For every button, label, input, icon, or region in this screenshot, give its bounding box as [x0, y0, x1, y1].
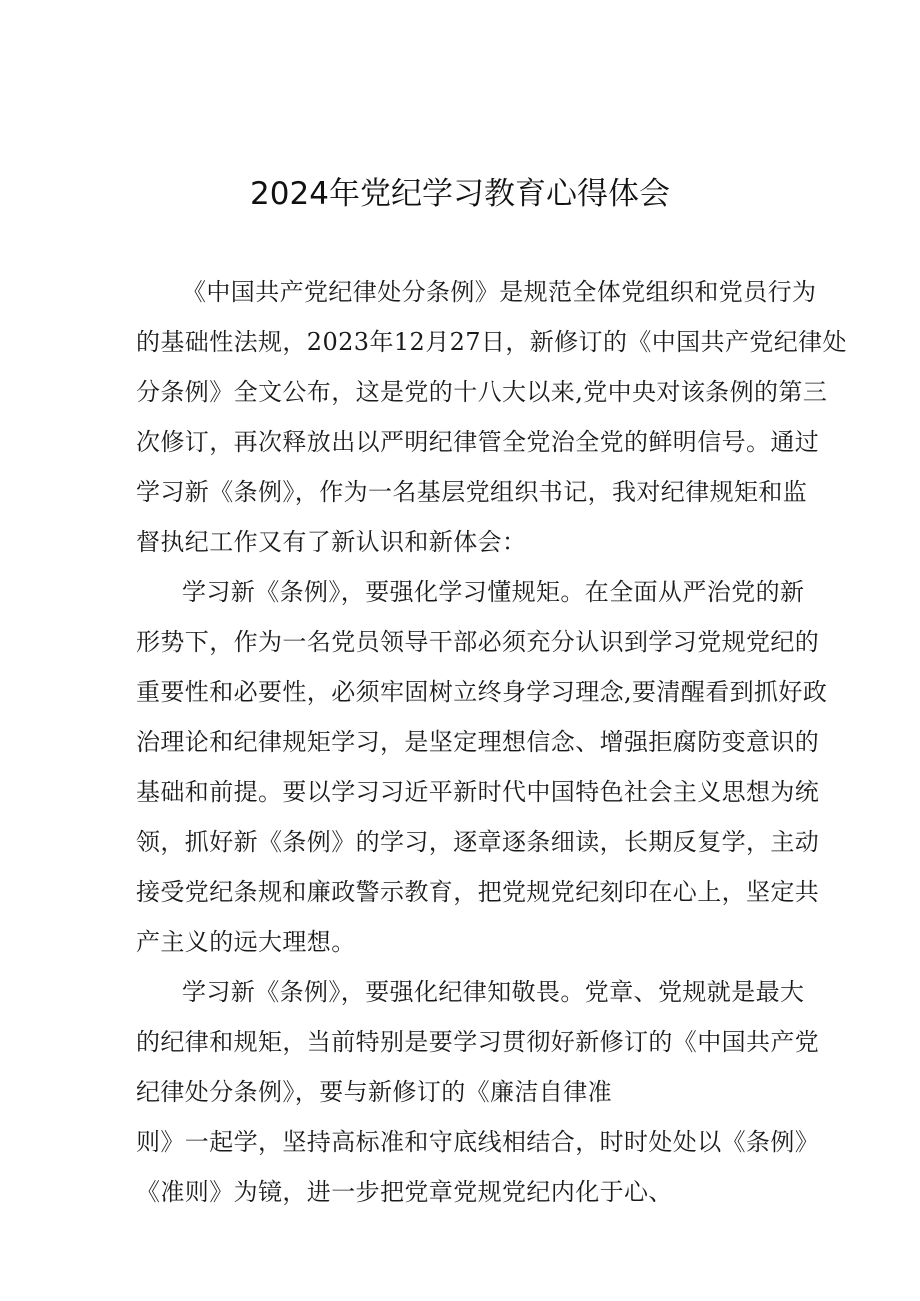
- paragraph-2-line-4: 治理论和纪律规矩学习，是坚定理想信念、增强拒腐防变意识的: [136, 728, 820, 756]
- paragraph-2-line-8: 产主义的远大理想。: [136, 928, 356, 956]
- paragraph-2-line-7: 接受党纪条规和廉政警示教育，把党规党纪刻印在心上，坚定共: [136, 878, 820, 906]
- paragraph-2-line-6: 领，抓好新《条例》的学习，逐章逐条细读，长期反复学，主动: [136, 828, 820, 856]
- paragraph-2-line-1: 学习新《条例》，要强化学习懂规矩。在全面从严治党的新: [182, 578, 805, 606]
- paragraph-3-line-3: 纪律处分条例》，要与新修订的《廉洁自律准: [136, 1078, 612, 1106]
- paragraph-2-line-3: 重要性和必要性，必须牢固树立终身学习理念,要清醒看到抓好政: [136, 678, 828, 706]
- paragraph-1-line-4: 次修订，再次释放出以严明纪律管全党治全党的鲜明信号。通过: [136, 428, 820, 456]
- paragraph-3-line-4: 则》一起学，坚持高标准和守底线相结合，时时处处以《条例》: [136, 1128, 820, 1156]
- paragraph-1-line-1: 《中国共产党纪律处分条例》是规范全体党组织和党员行为: [182, 278, 817, 306]
- paragraph-1-line-3: 分条例》全文公布，这是党的十八大以来,党中央对该条例的第三: [136, 378, 828, 406]
- document-title: 2024年党纪学习教育心得体会: [250, 176, 670, 212]
- paragraph-1-line-2: 的基础性法规，2023年12月27日，新修订的《中国共产党纪律处: [136, 328, 847, 356]
- paragraph-1-line-5: 学习新《条例》，作为一名基层党组织书记，我对纪律规矩和监: [136, 478, 808, 506]
- paragraph-3-line-1: 学习新《条例》，要强化纪律知敬畏。党章、党规就是最大: [182, 978, 805, 1006]
- paragraph-2-line-2: 形势下，作为一名党员领导干部必须充分认识到学习党规党纪的: [136, 628, 820, 656]
- paragraph-2-line-5: 基础和前提。要以学习习近平新时代中国特色社会主义思想为统: [136, 778, 820, 806]
- paragraph-1-line-6: 督执纪工作又有了新认识和新体会：: [136, 528, 527, 556]
- paragraph-3-line-5: 《准则》为镜，进一步把党章党规党纪内化于心、: [136, 1178, 673, 1206]
- paragraph-3-line-2: 的纪律和规矩，当前特别是要学习贯彻好新修订的《中国共产党: [136, 1028, 820, 1056]
